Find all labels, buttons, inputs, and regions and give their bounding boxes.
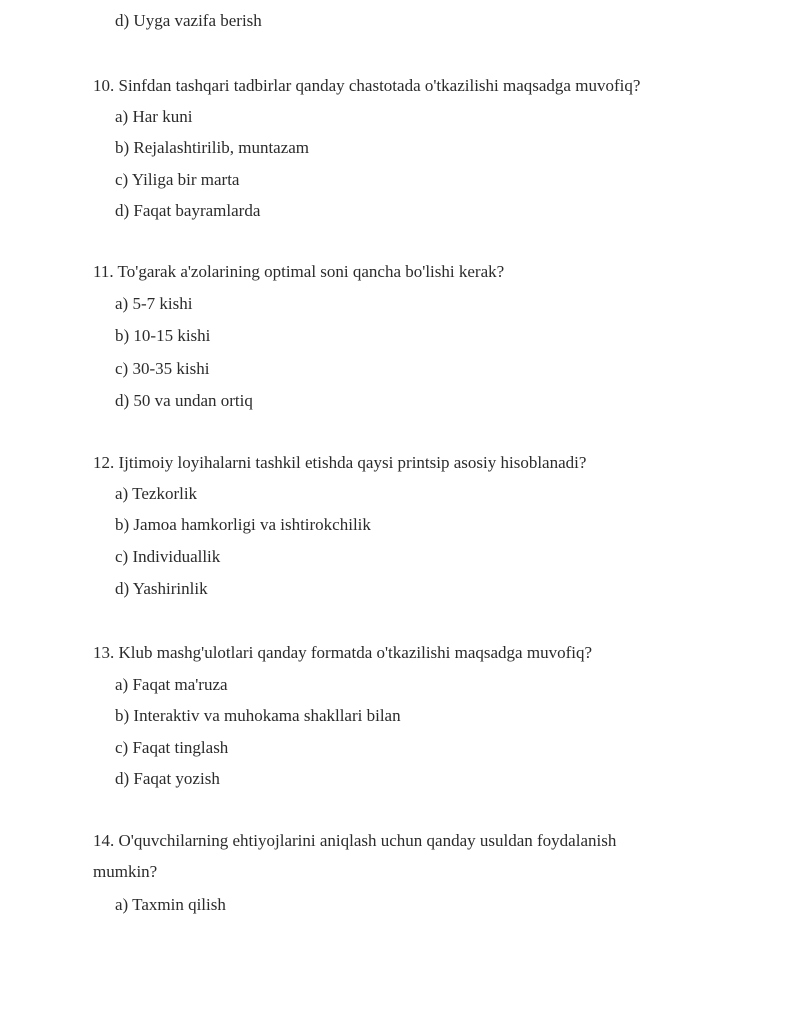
option-11a: a) 5-7 kishi	[115, 294, 193, 313]
option-14a: a) Taxmin qilish	[115, 895, 226, 914]
question-11: 11. To'garak a'zolarining optimal soni qancha bo'lishi kerak?	[93, 262, 505, 281]
option-11d: d) 50 va undan ortiq	[115, 391, 253, 410]
option-10d: d) Faqat bayramlarda	[115, 201, 261, 220]
option-12b: b) Jamoa hamkorligi va ishtirokchilik	[115, 515, 371, 534]
option-11b: b) 10-15 kishi	[115, 326, 211, 345]
question-12: 12. Ijtimoiy loyihalarni tashkil etishda qaysi printsip asosiy hisoblanadi?	[93, 453, 587, 472]
option-11c: c) 30-35 kishi	[115, 359, 210, 378]
option-12c: c) Individuallik	[115, 547, 221, 566]
question-10: 10. Sinfdan tashqari tadbirlar qanday chastotada o'tkazilishi maqsadga muvofiq?	[93, 76, 641, 95]
option-12a: a) Tezkorlik	[115, 484, 198, 503]
option-12d: d) Yashirinlik	[115, 579, 208, 598]
question-13: 13. Klub mashg'ulotlari qanday formatda o'tkazilishi maqsadga muvofiq?	[93, 643, 593, 662]
option-13d: d) Faqat yozish	[115, 769, 220, 788]
option-10c: c) Yiliga bir marta	[115, 170, 240, 189]
option-10b: b) Rejalashtirilib, muntazam	[115, 138, 310, 157]
question-14-continued: mumkin?	[93, 862, 158, 881]
option-10a: a) Har kuni	[115, 107, 193, 126]
option-13b: b) Interaktiv va muhokama shakllari bilan	[115, 706, 401, 725]
option-13a: a) Faqat ma'ruza	[115, 675, 228, 694]
question-14: 14. O'quvchilarning ehtiyojlarini aniqlash uchun qanday usuldan foydalanish	[93, 831, 617, 850]
option-13c: c) Faqat tinglash	[115, 738, 229, 757]
option-9d: d) Uyga vazifa berish	[115, 11, 262, 30]
